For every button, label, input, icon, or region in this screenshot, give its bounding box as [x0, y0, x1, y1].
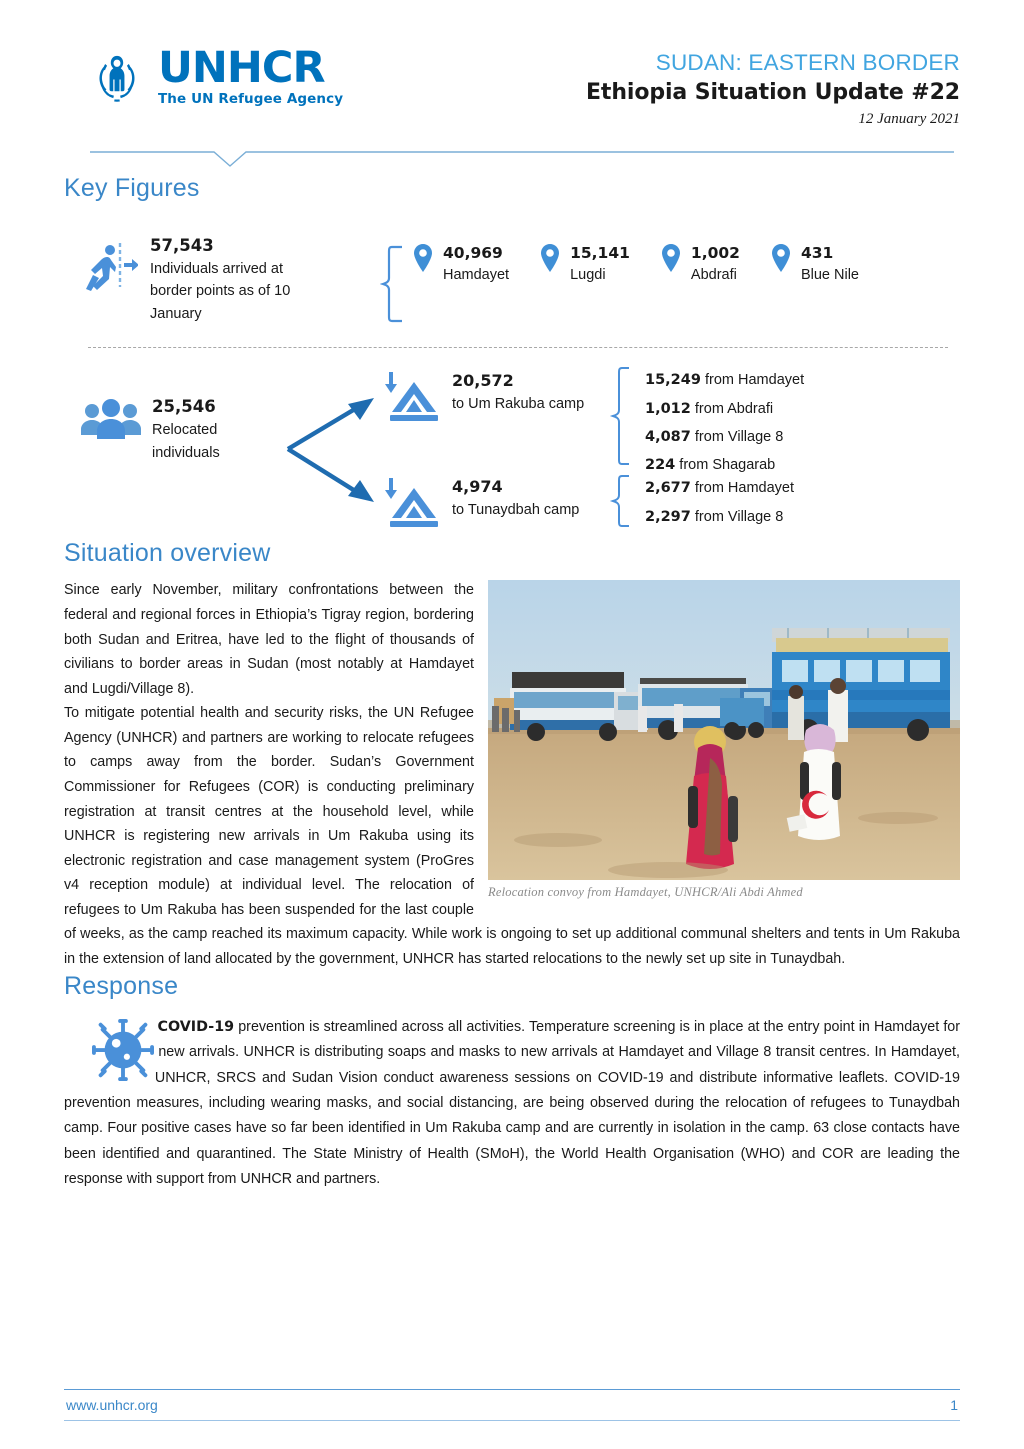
- header-divider: [64, 148, 960, 174]
- map-pin-icon: [660, 243, 682, 273]
- camp-origin-line: [645, 503, 794, 531]
- origin-value: 2,297: [645, 508, 691, 525]
- arrivals-value: 57,543: [150, 236, 214, 255]
- relocated-label: Relocated individuals: [152, 422, 220, 461]
- report-date: 12 January 2021: [858, 111, 960, 127]
- arrivals-label: Individuals arrived at border points as of 10 January: [150, 260, 291, 322]
- camp-entry: [384, 476, 579, 532]
- logo-wordmark: UNHCR: [158, 43, 325, 94]
- left-brace-icon: [609, 366, 633, 466]
- response-heading: Response: [64, 971, 179, 1000]
- camp-name: to Tunaydbah camp: [452, 501, 580, 518]
- header-title-block: [586, 46, 960, 128]
- left-brace-icon: [380, 245, 406, 323]
- camp-value: 20,572: [452, 371, 514, 391]
- origin-value: 1,012: [645, 400, 691, 417]
- header-eyebrow: SUDAN: EASTERN BORDER: [655, 50, 960, 75]
- situation-paragraph-1: Since early November, military confrontations between the federal and regional forces in Ethiopia’s Tigray region, bordering both Sudan and Eritrea, have led to the flight of thousands of civilians to border areas in Sudan (most notably at Hamdayet and Lugdi/Village 8).: [64, 582, 474, 697]
- covid-paragraph: [64, 1015, 960, 1193]
- photo-caption: Relocation convoy from Hamdayet, UNHCR/Ali Abdi Ahmed: [488, 885, 803, 900]
- border-point-name: Hamdayet: [443, 266, 510, 283]
- origin-text: from Hamdayet: [690, 480, 795, 497]
- camp-name: to Um Rakuba camp: [452, 395, 585, 412]
- border-point-item: [660, 243, 740, 285]
- camp-origin-line: [645, 474, 794, 502]
- unhcr-emblem-icon: [86, 46, 148, 108]
- page-title: Ethiopia Situation Update #22: [585, 80, 960, 105]
- camp-origin-line: [645, 395, 804, 423]
- origin-text: from Abdrafi: [690, 400, 774, 417]
- camp-origins-group: [609, 474, 794, 531]
- origin-value: 224: [645, 457, 676, 474]
- map-pin-icon: [539, 243, 561, 273]
- key-figures-block: [64, 237, 960, 348]
- relocated-total: [80, 398, 272, 464]
- origin-text: from Village 8: [690, 428, 784, 445]
- border-point-name: Lugdi: [570, 266, 606, 283]
- camp-origins-group: [609, 366, 804, 479]
- camp-origin-line: [645, 423, 804, 451]
- unhcr-logo: [86, 43, 344, 108]
- border-point-item: [412, 243, 509, 285]
- relocation-block: [64, 364, 960, 539]
- border-point-name: Blue Nile: [800, 266, 859, 283]
- situation-photo-figure: [488, 580, 960, 900]
- key-figures-heading: Key Figures: [64, 174, 200, 202]
- origin-text: from Village 8: [690, 508, 784, 525]
- camp-origin-line: [645, 366, 804, 394]
- section-dashed-separator: [88, 347, 948, 348]
- arrivals-row: [80, 237, 960, 325]
- covid-response-block: [64, 1015, 960, 1193]
- camp-entry: [384, 370, 584, 426]
- situation-overview-section: [64, 578, 960, 971]
- origin-value: 4,087: [645, 428, 691, 445]
- footer-website-link[interactable]: www.unhcr.org: [66, 1397, 158, 1413]
- notch-divider-icon: [64, 148, 960, 172]
- map-pin-icon: [412, 243, 434, 273]
- border-point-value: 40,969: [443, 244, 503, 262]
- relocation-convoy-photo: [488, 580, 960, 880]
- tent-arrival-icon: [384, 476, 442, 532]
- border-point-item: [539, 243, 630, 285]
- situation-overview-heading: Situation overview: [64, 539, 271, 568]
- branching-arrows-icon: [282, 384, 386, 514]
- map-pin-icon: [770, 243, 792, 273]
- tent-arrival-icon: [384, 370, 442, 426]
- photo-illustration: [488, 580, 960, 880]
- relocated-value: 25,546: [152, 397, 216, 417]
- document-footer: [64, 1389, 960, 1421]
- left-brace-icon: [609, 474, 633, 528]
- situation-paragraph-2: To mitigate potential health and security risks, the UN Refugee Agency (UNHCR) and partners are working to relocate refugees to camps away from the border. Sudan’s Government Commissioner for Refugees (COR) is conducting preliminary registration at transit centres at the household level, while UNHCR is registering new arrivals in Um Rakuba using its electronic registration and case management system (ProGres v4 reception module) at individual level. The relocation of refugees to Um Rakuba has been suspended for the last couple of weeks, as the camp reached its maximum capacity. While work is ongoing to set up additional communal shelters and tents in Um Rakuba in the extension of land allocated by the government, UNHCR has started relocations to the newly set up site in Tunaydbah.: [64, 705, 960, 968]
- people-group-icon: [80, 398, 142, 444]
- document-header: [64, 0, 960, 142]
- origin-text: from Shagarab: [675, 457, 776, 474]
- border-point-value: 431: [800, 244, 834, 262]
- logo-tagline: The UN Refugee Agency: [158, 91, 344, 108]
- page-number: 1: [950, 1397, 958, 1413]
- border-point-value: 1,002: [690, 244, 740, 262]
- arrivals-total: [80, 237, 380, 325]
- camp-value: 4,974: [452, 477, 503, 497]
- covid-body-text: prevention is streamlined across all activities. Temperature screening is in place at the entry point in Hamdayet for new arrivals. UNHCR is distributing soaps and masks to new arrivals at Hamdayet and Village 8 transit centres. In Hamdayet, UNHCR, SRCS and Sudan Vision conduct awareness sessions on COVID-19 and distribute informative leaflets. COVID-19 prevention measures, including wearing masks, and social distancing, are being observed during the relocation of refugees to Tunaydbah camp. Four positive cases have so far been identified in Um Rakuba camp and are currently in isolation in the camp. 63 close contacts have been identified and quarantined. The State Ministry of Health (SMoH), the World Health Organisation (WHO) and COR are leading the response with support from UNHCR and partners.: [64, 1018, 960, 1188]
- border-points-list: [412, 237, 859, 285]
- origin-value: 15,249: [645, 372, 701, 389]
- border-point-item: [770, 243, 859, 285]
- origin-text: from Hamdayet: [700, 372, 805, 389]
- border-point-name: Abdrafi: [690, 266, 737, 283]
- footer-bottom-rule: [64, 1420, 960, 1421]
- person-crossing-border-icon: [80, 241, 138, 299]
- covid-lead-label: COVID-19: [157, 1018, 235, 1035]
- border-point-value: 15,141: [570, 244, 630, 262]
- coronavirus-icon: [92, 1019, 154, 1081]
- origin-value: 2,677: [645, 480, 691, 497]
